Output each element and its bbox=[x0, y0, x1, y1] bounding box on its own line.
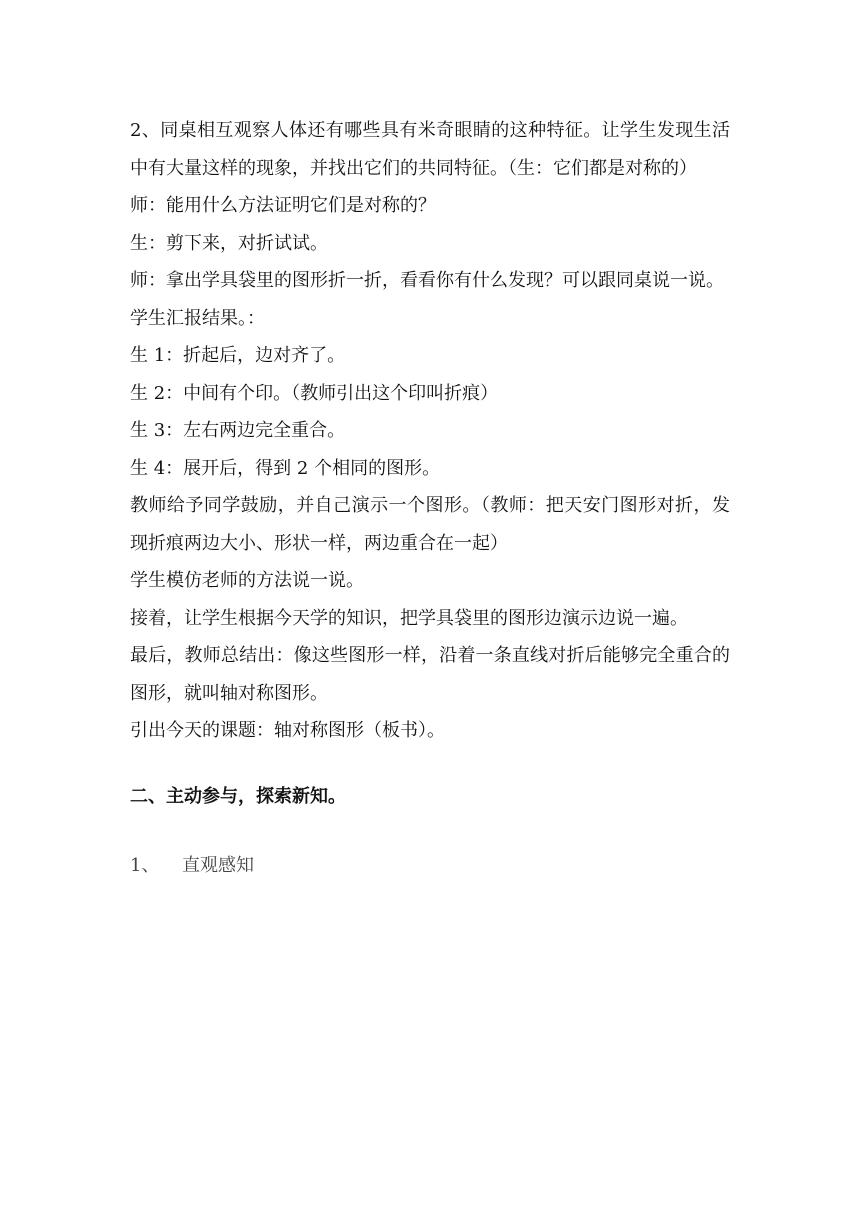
paragraph-9: 生 4：展开后，得到 2 个相同的图形。 bbox=[130, 457, 441, 479]
paragraph-8: 生 3：左右两边完全重合。 bbox=[130, 420, 346, 441]
paragraph-11: 学生模仿老师的方法说一说。 bbox=[130, 570, 364, 591]
paragraph-13: 最后，教师总结出：像这些图形一样，沿着一条直线对折后能够完全重合的图形，就叫轴对称图形。 bbox=[130, 645, 730, 704]
paragraph-10: 教师给予同学鼓励，并自己演示一个图形。（教师：把天安门图形对折，发现折痕两边大小、形状一样，两边重合在一起） bbox=[130, 495, 730, 554]
paragraph-4: 师：拿出学具袋里的图形折一折，看看你有什么发现？可以跟同桌说一说。 bbox=[130, 270, 724, 291]
paragraph-14: 引出今天的课题：轴对称图形（板书）。 bbox=[130, 720, 445, 741]
paragraph-12: 接着，让学生根据今天学的知识，把学具袋里的图形边演示边说一遍。 bbox=[130, 607, 688, 629]
paragraph-1: 2、同桌相互观察人体还有哪些具有米奇眼睛的这种特征。让学生发现生活中有大量这样的现象，并找出它们的共同特征。（生：它们都是对称的） bbox=[130, 120, 730, 179]
section-heading: 二、主动参与，探索新知。 bbox=[130, 785, 346, 807]
subsection-number: 1、 bbox=[130, 855, 160, 876]
subsection-heading bbox=[130, 847, 730, 885]
paragraph-5: 学生汇报结果。： bbox=[130, 307, 265, 329]
subsection-title: 直观感知 bbox=[182, 855, 254, 876]
paragraph-3: 生：剪下来，对折试试。 bbox=[130, 232, 328, 254]
document-page bbox=[130, 112, 730, 885]
paragraph-7: 生 2：中间有个印。（教师引出这个印叫折痕） bbox=[130, 382, 499, 404]
paragraph-6: 生 1：折起后，边对齐了。 bbox=[130, 345, 346, 366]
paragraph-2: 师：能用什么方法证明它们是对称的？ bbox=[130, 195, 436, 216]
